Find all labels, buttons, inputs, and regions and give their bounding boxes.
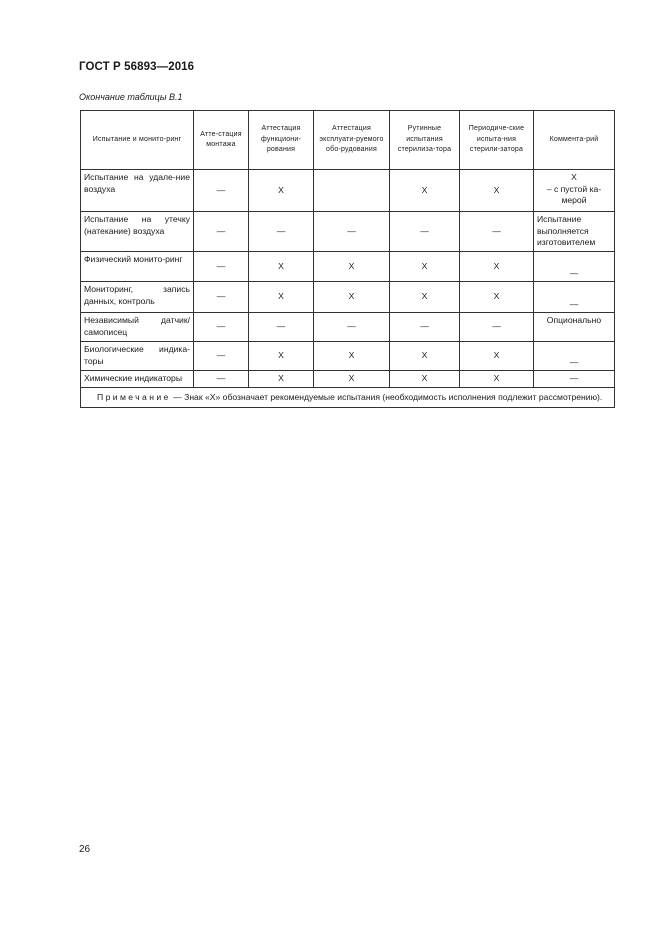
cell: —: [460, 313, 534, 342]
cell: X: [390, 282, 460, 313]
row-name: Независимый датчик/ самописец: [81, 313, 194, 342]
cell: X: [314, 371, 390, 388]
col-header-operational: Аттестация функциони-рования: [249, 111, 314, 170]
cell: X: [314, 282, 390, 313]
row-comment: Испытание выполняется изготовителем: [534, 212, 615, 252]
row-comment: Опционально: [534, 313, 615, 342]
cell: —: [249, 212, 314, 252]
cell: X: [314, 252, 390, 282]
table-header-row: [81, 111, 615, 170]
cell: [314, 170, 390, 212]
cell: X: [314, 342, 390, 371]
col-header-test: Испытание и монито-ринг: [81, 111, 194, 170]
cell: —: [390, 212, 460, 252]
cell: X: [460, 282, 534, 313]
row-name: Мониторинг, запись данных, контроль: [81, 282, 194, 313]
table-note: [81, 387, 615, 407]
row-comment: X – с пустой ка-мерой: [534, 170, 615, 212]
row-comment: —: [534, 371, 615, 388]
row-name: Физический монито-ринг: [81, 252, 194, 282]
table-row: [81, 342, 615, 371]
row-comment: —: [534, 252, 615, 282]
cell: —: [194, 371, 249, 388]
table-row: [81, 371, 615, 388]
table-caption: Окончание таблицы В.1: [79, 92, 183, 102]
row-comment: —: [534, 282, 615, 313]
note-text: — Знак «X» обозначает рекомендуемые испытания (необходимость исполнения подлежит рассмотрению).: [173, 391, 603, 402]
cell: —: [194, 170, 249, 212]
cell: X: [390, 252, 460, 282]
cell: —: [194, 252, 249, 282]
cell: —: [314, 212, 390, 252]
col-header-periodic: Периодиче-ские испыта-ния стерили-затора: [460, 111, 534, 170]
page-number: 26: [79, 844, 91, 855]
cell: —: [314, 313, 390, 342]
row-name: Испытание на удале-ние воздуха: [81, 170, 194, 212]
cell: X: [249, 252, 314, 282]
cell: X: [460, 371, 534, 388]
cell: X: [460, 252, 534, 282]
table-note-row: [81, 387, 615, 407]
cell: X: [249, 342, 314, 371]
cell: —: [390, 313, 460, 342]
cell: X: [249, 282, 314, 313]
table-row: [81, 212, 615, 252]
row-comment: —: [534, 342, 615, 371]
cell: X: [390, 342, 460, 371]
cell: X: [460, 342, 534, 371]
row-name: Испытание на утечку (натекание) воздуха: [81, 212, 194, 252]
col-header-installation: Атте-стация монтажа: [194, 111, 249, 170]
col-header-routine: Рутинные испытания стерилиза-тора: [390, 111, 460, 170]
cell: —: [460, 212, 534, 252]
document-code-header: ГОСТ Р 56893—2016: [79, 61, 195, 73]
cell: —: [194, 282, 249, 313]
test-monitoring-table: [80, 110, 615, 408]
table-row: [81, 170, 615, 212]
col-header-performance: Аттестация эксплуати-руемого обо-рудования: [314, 111, 390, 170]
cell: —: [194, 342, 249, 371]
table-row: [81, 313, 615, 342]
cell: —: [249, 313, 314, 342]
row-name: Химические индикаторы: [81, 371, 194, 388]
cell: —: [194, 313, 249, 342]
cell: X: [390, 371, 460, 388]
table-row: [81, 252, 615, 282]
table-row: [81, 282, 615, 313]
cell: —: [194, 212, 249, 252]
cell: X: [249, 371, 314, 388]
row-name: Биологические индика-торы: [81, 342, 194, 371]
cell: X: [390, 170, 460, 212]
col-header-comment: Коммента-рий: [534, 111, 615, 170]
cell: X: [460, 170, 534, 212]
cell: X: [249, 170, 314, 212]
note-label: Примечание: [97, 391, 171, 402]
